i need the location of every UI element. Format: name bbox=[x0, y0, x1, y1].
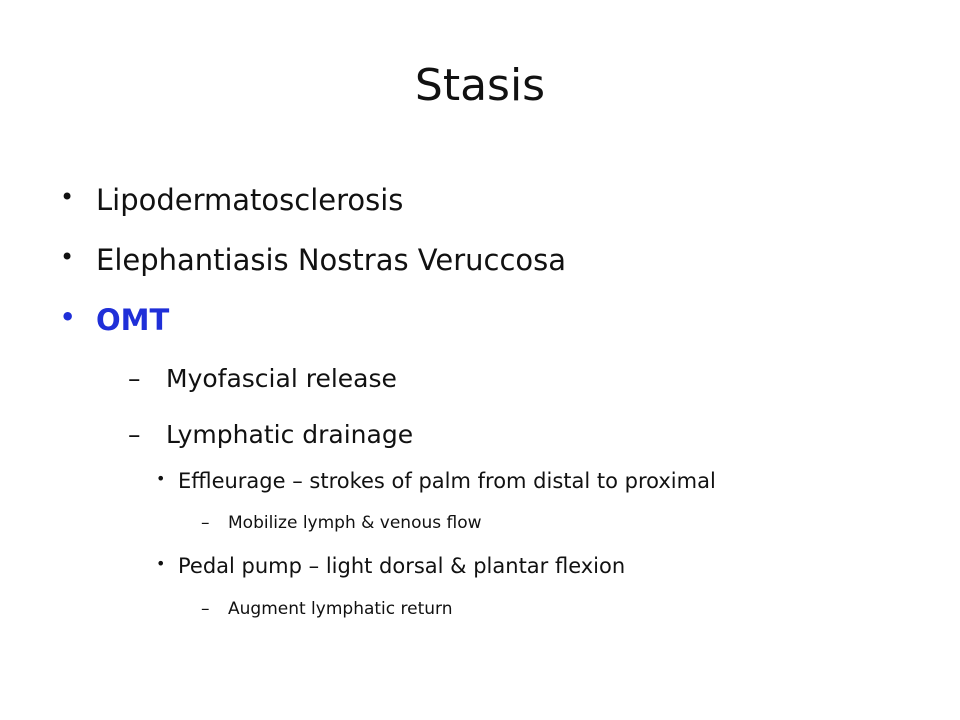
detail-item-augment-lymphatic bbox=[201, 599, 453, 619]
bullet-marker: • bbox=[156, 469, 166, 488]
dash-marker: – bbox=[128, 364, 141, 393]
bullet-marker: • bbox=[60, 183, 75, 211]
sub-item-text: Lymphatic drainage bbox=[166, 420, 414, 449]
sub-item-text: Myofascial release bbox=[166, 364, 397, 393]
bullet-item-lipodermatosclerosis bbox=[60, 183, 404, 217]
detail-item-mobilize-lymph bbox=[201, 513, 482, 533]
sub-item-lymphatic-drainage bbox=[128, 420, 414, 449]
bullet-marker: • bbox=[60, 303, 76, 331]
sub-sub-item-pedal-pump bbox=[156, 554, 626, 578]
bullet-text: Lipodermatosclerosis bbox=[96, 183, 404, 217]
sub-sub-item-text: Effleurage – strokes of palm from distal to proximal bbox=[178, 469, 716, 493]
dash-marker: – bbox=[128, 420, 141, 449]
bullet-text: OMT bbox=[96, 303, 170, 337]
sub-sub-item-effleurage bbox=[156, 469, 716, 493]
bullet-item-elephantiasis bbox=[60, 243, 567, 277]
bullet-text: Elephantiasis Nostras Veruccosa bbox=[96, 243, 567, 277]
detail-item-text: Augment lymphatic return bbox=[228, 599, 453, 619]
sub-item-myofascial-release bbox=[128, 364, 397, 393]
slide-title: Stasis bbox=[414, 60, 546, 111]
sub-sub-item-text: Pedal pump – light dorsal & plantar flexion bbox=[178, 554, 626, 578]
bullet-marker: • bbox=[60, 243, 75, 271]
detail-item-text: Mobilize lymph & venous flow bbox=[228, 513, 482, 533]
bullet-item-omt bbox=[60, 303, 170, 337]
dash-marker: – bbox=[201, 513, 210, 533]
dash-marker: – bbox=[201, 599, 210, 619]
bullet-marker: • bbox=[156, 554, 166, 573]
